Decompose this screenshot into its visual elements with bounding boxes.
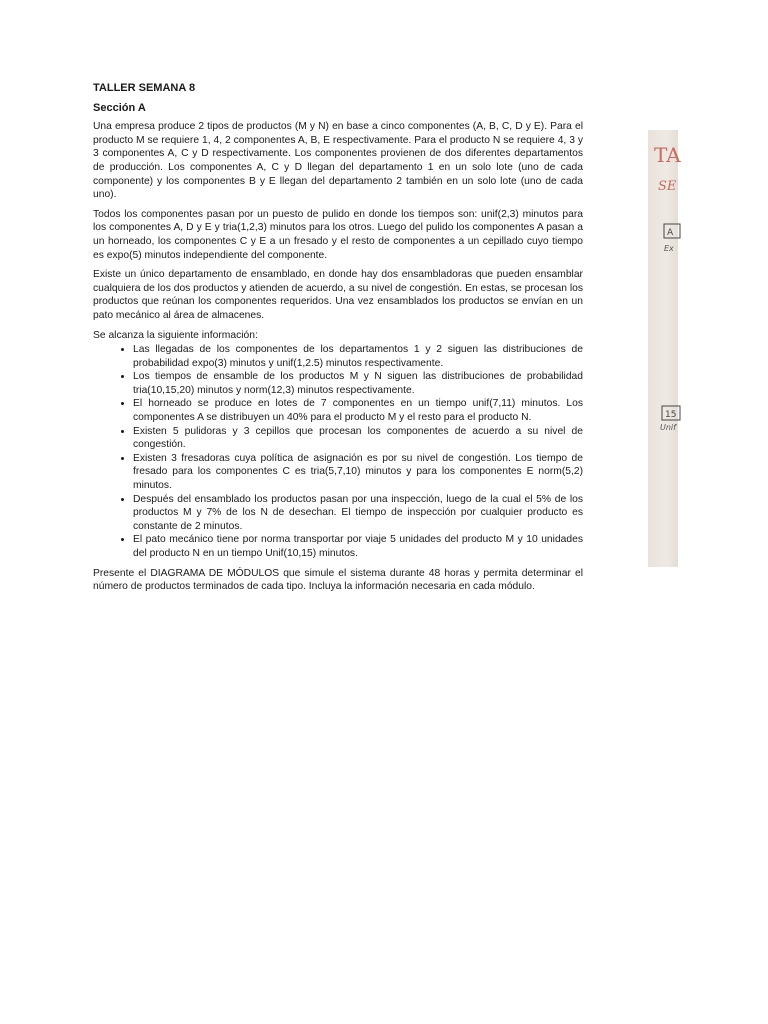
handwriting-mark: A <box>667 228 674 238</box>
list-item: • Después del ensamblado los productos pasan por una inspección, luego de la cual el 5% de los productos M y 7% de los N de desechan. El tiempo de inspección por cualquier producto es constante de 2 minutos. <box>133 493 583 534</box>
handwriting-image <box>648 130 681 567</box>
document-page <box>93 82 583 600</box>
list-item: • Existen 5 pulidoras y 3 cepillos que procesan los componentes de acuerdo a su nivel de congestión. <box>133 425 583 452</box>
list-item: • El horneado se produce en lotes de 7 componentes en un tiempo unif(7,11) minutos. Los componentes A se distribuyen un 40% para el producto M y el resto para el producto N. <box>133 397 583 424</box>
section-heading: Sección A <box>93 101 146 114</box>
paragraph-polishing: Todos los componentes pasan por un puesto de pulido en donde los tiempos son: unif(2,3) minutos para los componentes A, D y E y tria(1,2,3) minutos para los otros. Luego del pulido los componentes A pasan a un horneado, los componentes C y E a un fresado y el resto de componentes a un cepillado cuyo tiempo es expo(5) minutos independiente del componente. <box>93 208 583 261</box>
closing-paragraph: Presente el DIAGRAMA DE MÓDULOS que simule el sistema durante 48 horas y permita determinar el número de productos terminados de cada tipo. Incluya la información necesaria en cada módulo. <box>93 567 583 593</box>
list-item: • El pato mecánico tiene por norma transportar por viaje 5 unidades del producto M y 10 unidades del producto N en un tiempo Unif(10,15) minutos. <box>133 533 583 560</box>
list-item: • Existen 3 fresadoras cuya política de asignación es por su nivel de congestión. Los tiempo de fresado para los componentes C es tria(5,7,10) minutos y para los componentes E norm(5,2) minutos. <box>133 452 583 493</box>
paragraph-assembly: Existe un único departamento de ensamblado, en donde hay dos ensambladoras que pueden ensamblar cualquiera de los dos productos y atienden de acuerdo, a su nivel de congestión. En estas, se procesan los productos que reúnan los componentes requeridos. Una vez ensamblados los productos se envían en un pato mecánico al área de almacenes. <box>93 269 583 321</box>
handwritten-notes-photo <box>648 130 681 567</box>
handwriting-mark: TA <box>654 143 681 167</box>
paragraph-info-intro: Se alcanza la siguiente información: <box>93 329 258 341</box>
handwriting-mark: SE <box>658 179 677 194</box>
paragraph-intro: Una empresa produce 2 tipos de productos (M y N) en base a cinco componentes (A, B, C, D y E). Para el producto M se requiere 1, 4, 2 componentes A, B, E respectivamente. Para el producto N se requiere 4, 3 y 3 componentes A, C y D respectivamente. Los componentes provienen de dos diferentes departamentos de producción. Los componentes A, C y D llegan del departamento 1 en un solo lote (uno de cada componente) y los componentes B y E llegan del departamento 2 también en un solo lote (uno de cada uno). <box>93 121 583 201</box>
handwriting-mark: Unif <box>660 423 676 432</box>
info-list <box>93 343 583 561</box>
handwriting-mark: Ex <box>664 244 674 253</box>
list-item: • Las llegadas de los componentes de los departamentos 1 y 2 siguen las distribuciones de probabilidad expo(3) minutos y unif(1,2.5) minutos respectivamente. <box>133 343 583 370</box>
page-title: TALLER SEMANA 8 <box>93 82 196 94</box>
list-item: • Los tiempos de ensamble de los productos M y N siguen las distribuciones de probabilidad tria(10,15,20) minutos y norm(12,3) minutos respectivamente. <box>133 370 583 397</box>
handwriting-mark: 15 <box>665 410 677 420</box>
